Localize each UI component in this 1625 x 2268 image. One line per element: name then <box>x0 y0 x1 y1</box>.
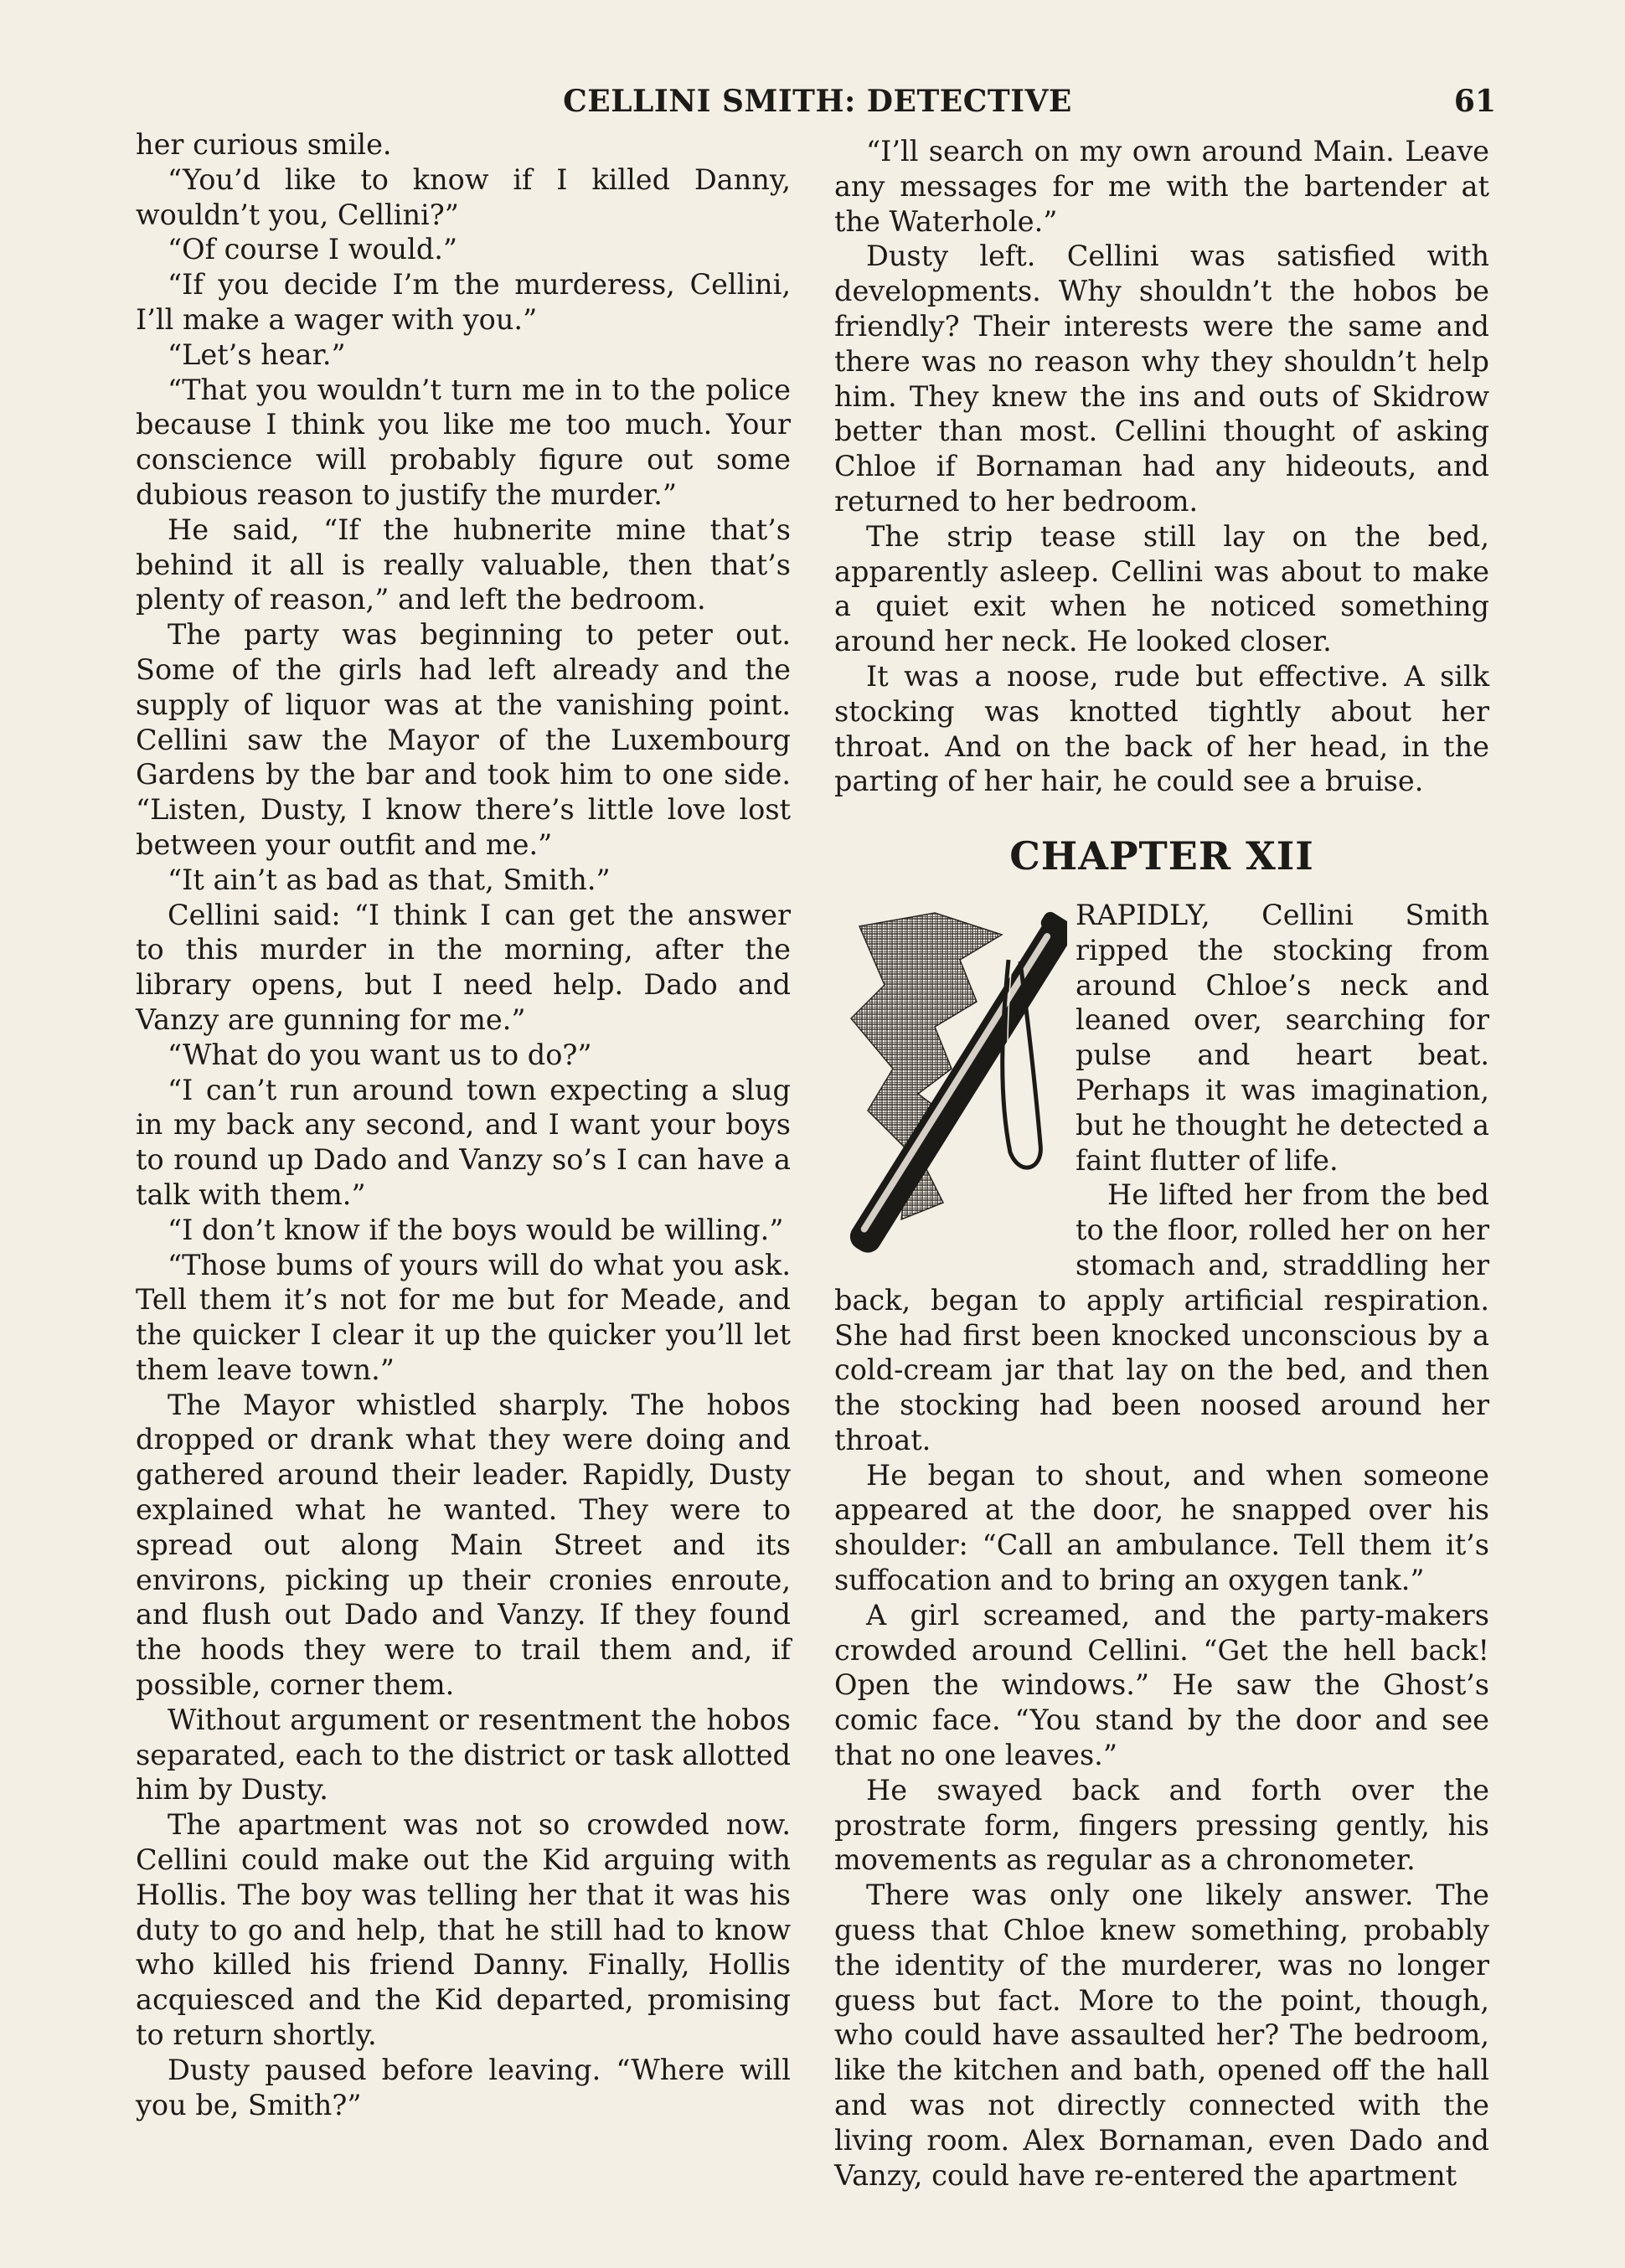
nightstick-and-noose-illustration <box>834 901 1067 1261</box>
chapter-title: CHAPTER XII <box>1009 833 1314 879</box>
paragraph: her curious smile. <box>136 128 392 161</box>
page-header <box>139 84 1496 134</box>
paragraph: “That you wouldn’t turn me in to the police because I think you like me too much. Your conscience will probably figure out some dubious reason to justify the murder.” <box>136 373 791 511</box>
paragraph: He swayed back and forth over the prostrate form, fingers pressing gently, his movements as regular as a chronometer. <box>834 1773 1489 1877</box>
paragraph: The apartment was not so crowded now. Cellini could make out the Kid arguing with Hollis. The boy was telling her that it was his duty to go and help, that he still had to know who killed his friend Danny. Finally, Hollis acquiesced and the Kid departed, promising to return shortly. <box>136 1808 791 2052</box>
right-column <box>834 134 1489 2193</box>
paragraph: Dusty left. Cellini was satisfied with developments. Why shouldn’t the hobos be friendly? Their interests were the same and there was no reason why they shouldn’t help him. They knew the ins and outs of Skidrow better than most. Cellini thought of asking Chloe if Bornaman had any hideouts, and returned to her bedroom. <box>834 240 1489 518</box>
paragraph: There was only one likely answer. The guess that Chloe knew something, probably the identity of the murderer, was no longer guess but fact. More to the point, though, who could have assaulted her? The bedroom, like the kitchen and bath, opened off the hall and was not directly connected with the living room. Alex Bornaman, even Dado and Vanzy, could have re-entered the apartment <box>834 1879 1489 2192</box>
paragraph: Dusty paused before leaving. “Where will you be, Smith?” <box>136 2053 791 2121</box>
paragraph: “Those bums of yours will do what you ask. Tell them it’s not for me but for Meade, and the quicker I clear it up the quicker you’ll let them leave town.” <box>136 1248 791 1386</box>
paragraph: “I’ll search on my own around Main. Leave any messages for me with the bartender at the Waterhole.” <box>834 135 1489 238</box>
paragraph: “If you decide I’m the murderess, Cellini, I’ll make a wager with you.” <box>136 268 791 336</box>
paragraph: The Mayor whistled sharply. The hobos dropped or drank what they were doing and gathered around their leader. Rapidly, Dusty explained what he wanted. They were to spread out along Main Street and its environs, picking up their cronies enroute, and flush out Dado and Vanzy. If they found the hoods they were to trail them and, if possible, corner them. <box>136 1388 791 1702</box>
page-number: 61 <box>1453 84 1496 119</box>
paragraph: Cellini said: “I think I can get the answer to this murder in the morning, after the library opens, but I need help. Dado and Vanzy are gunning for me.” <box>136 898 791 1036</box>
paragraph: He lifted her from the bed to the floor, rolled her on her stomach and, straddling her back, began to apply artificial respiration. She had first been knocked unconscious by a cold-cream jar that lay on the bed, and then the stocking had been noosed around her throat. <box>834 1178 1489 1456</box>
paragraph: “You’d like to know if I killed Danny, wouldn’t you, Cellini?” <box>136 162 791 231</box>
paragraph: He said, “If the hubnerite mine that’s behind it all is really valuable, then that’s plenty of reason,” and left the bedroom. <box>136 513 791 616</box>
paragraph: “What do you want us to do?” <box>168 1038 592 1071</box>
paragraph: “Of course I would.” <box>168 233 458 266</box>
paragraph: He began to shout, and when someone appeared at the door, he snapped over his shoulder: “Call an ambulance. Tell them it’s suffocation and to bring an oxygen tank.” <box>834 1458 1489 1597</box>
paragraph: A girl screamed, and the party-makers crowded around Cellini. “Get the hell back! Open the windows.” He saw the Ghost’s comic face. “You stand by the door and see that no one leaves.” <box>834 1598 1489 1772</box>
paragraph: “It ain’t as bad as that, Smith.” <box>168 863 611 896</box>
paragraph: The party was beginning to peter out. Some of the girls had left already and the supply of liquor was at the vanishing point. Cellini saw the Mayor of the Luxembourg Gardens by the bar and took him to one side. “Listen, Dusty, I know there’s little love lost between your outfit and me.” <box>136 618 791 861</box>
paragraph: Without argument or resentment the hobos separated, each to the district or task allotted him by Dusty. <box>136 1703 791 1807</box>
running-title: CELLINI SMITH: DETECTIVE <box>563 84 1072 119</box>
paragraph: It was a noose, rude but effective. A silk stocking was knotted tightly about her throat. And on the back of her head, in the parting of her hair, he could see a bruise. <box>834 659 1489 798</box>
paragraph: “Let’s hear.” <box>168 338 346 371</box>
paragraph: “I don’t know if the boys would be willing.” <box>168 1213 784 1246</box>
left-column <box>136 127 791 2122</box>
paragraph: “I can’t run around town expecting a slug in my back any second, and I want your boys to round up Dado and Vanzy so’s I can have a talk with them.” <box>136 1073 791 1211</box>
paragraph: RAPIDLY, Cellini Smith ripped the stocking from around Chloe’s neck and leaned over, searching for pulse and heart beat. Perhaps it was imagination, but he thought he detected a faint flutter of life. <box>1076 898 1489 1177</box>
paragraph: The strip tease still lay on the bed, apparently asleep. Cellini was about to make a quiet exit when he noticed something around her neck. He looked closer. <box>834 519 1489 658</box>
